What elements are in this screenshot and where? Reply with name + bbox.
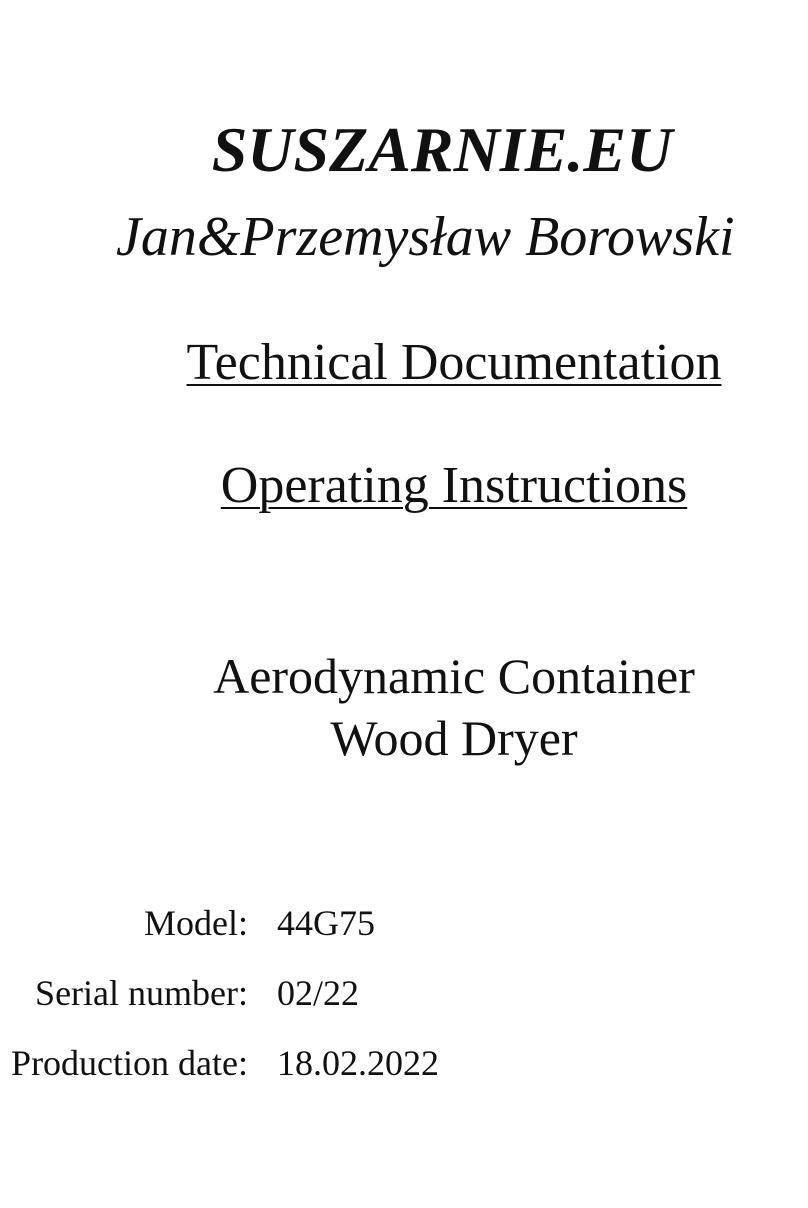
serial-number-value: 02/22 xyxy=(277,973,360,1013)
technical-documentation-title: Technical Documentation xyxy=(186,334,722,391)
model-value: 44G75 xyxy=(277,903,375,943)
spec-row-production-date xyxy=(0,1038,808,1108)
spec-table xyxy=(0,898,808,1108)
model-label: Model: xyxy=(144,903,248,943)
spec-row-model xyxy=(0,898,808,968)
product-name-line-1: Aerodynamic Container xyxy=(213,648,695,704)
operating-instructions-title: Operating Instructions xyxy=(220,457,688,514)
brand-name: SUSZARNIE.EU xyxy=(211,114,673,185)
production-date-value: 18.02.2022 xyxy=(277,1043,439,1083)
serial-number-label: Serial number: xyxy=(35,973,248,1013)
product-name xyxy=(0,645,808,769)
production-date-label: Production date: xyxy=(11,1043,248,1083)
product-name-line-2: Wood Dryer xyxy=(330,710,578,766)
spec-row-serial-number xyxy=(0,968,808,1038)
author-names: Jan&Przemysław Borowski xyxy=(116,206,735,268)
